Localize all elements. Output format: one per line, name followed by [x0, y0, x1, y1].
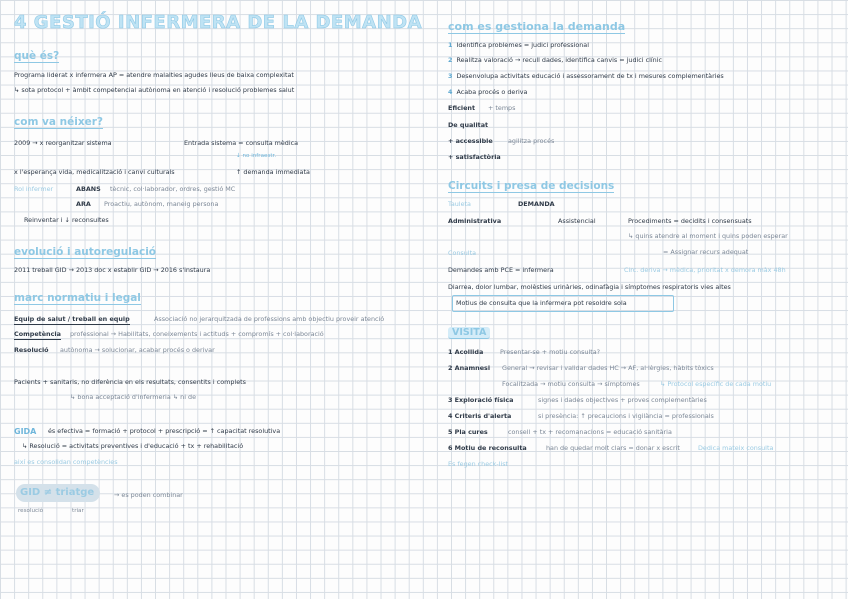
visita-5: 5 Pla cures	[448, 428, 488, 436]
gida-line-3: així es consolidan competències	[14, 458, 118, 466]
visita-4: 4 Criteris d'alerta	[448, 412, 512, 420]
circ-deriva: Circ. deriva → mèdica, prioritat x demora màx 48h	[624, 266, 786, 274]
circ-motius-box	[452, 295, 674, 312]
gestio-item-3-text: Desenvolupa activitats educació i assessorament de tx i mesures complementàries	[456, 72, 724, 80]
com-line-4a: Rol infermer	[14, 185, 54, 193]
visita-5-detail: consell + tx + recomanacions = educació sanitària	[508, 428, 672, 436]
gestio-item-1: 1 Identifica problemes = judici professional	[448, 41, 589, 49]
com-line-3a: x l'esperança vida, medicalització i canvi culturals	[14, 168, 175, 176]
visita-6-detail: han de quedar molt clars = donar x escrit	[546, 444, 680, 452]
circ-administrativa: Administrativa	[448, 217, 502, 225]
circ-procediments: Procediments = decidits i consensuats	[628, 217, 752, 225]
gestio-item-4: 4 Acaba procés o deriva	[448, 88, 528, 96]
que-line-2: ↳ sota protocol + àmbit competencial autònoma en atenció i resolució problemes salut	[14, 86, 295, 94]
gestio-satisfactoria: + satisfactòria	[448, 153, 501, 161]
marc-line-4: Pacients + sanitaris, no diferència en els resultats, consentits i complets	[14, 378, 246, 386]
com-line-1a: 2009 → x reorganitzar sistema	[14, 139, 112, 147]
circ-quins: ↳ quins atendre al moment i quins poden esperar	[628, 232, 788, 240]
com-line-5b: Proactiu, autònom, maneig persona	[104, 200, 219, 208]
circ-simptomes: Diarrea, dolor lumbar, molèsties urinàries, odinafàgia i símptomes respiratoris vies altes	[448, 283, 731, 291]
gestio-item-2-text: Realitza valoració → recull dades, identifica canvis = judici clínic	[456, 56, 663, 64]
visita-2-general: General → revisar i validar dades HC → AF, al·lèrgies, hàbits tòxics	[502, 364, 714, 372]
com-line-6: Reinventar i ↓ reconsultes	[24, 216, 109, 224]
com-line-2: ↓ no infraestr.	[236, 153, 277, 159]
gestio-item-2: 2 Realitza valoració → recull dades, identifica canvis = judici clínic	[448, 56, 663, 64]
circ-motius: Motius de consulta que la infermera pot resoldre sola	[456, 299, 627, 307]
gid-sub-triar: triar	[72, 508, 84, 514]
gestio-accessible: + accessible	[448, 137, 493, 145]
evol-line-1: 2011 treball GID → 2013 doc x establir GID → 2016 s'instaura	[14, 266, 211, 274]
visita-6: 6 Motiu de reconsulta	[448, 444, 527, 452]
heading-marc-normatiu: marc normatiu i legal	[14, 292, 141, 304]
circ-assistencial: Assistencial	[558, 217, 596, 225]
heading-gestio-demanda: com es gestiona la demanda	[448, 20, 626, 33]
gid-triatge-title: GID ≠ triatge	[20, 487, 95, 498]
visita-1: 1 Acollida	[448, 348, 484, 356]
com-line-1b: Entrada sistema = consulta mèdica	[184, 139, 299, 147]
gid-sub-resolucio: resolució	[18, 508, 44, 514]
com-line-5a: ARA	[76, 200, 91, 208]
gestio-accessible-note: agilitza procés	[508, 137, 555, 145]
com-line-3b: ↑ demanda immediata	[236, 168, 310, 176]
heading-que-es: què és?	[14, 50, 60, 62]
marc-line-3b: autònoma → solucionar, acabar procés o derivar	[60, 346, 215, 354]
gida-line-1a: GIDA	[14, 427, 37, 436]
heading-com-va-neixer: com va néixer?	[14, 116, 103, 128]
que-line-1: Programa liderat x infermera AP = atendre malalties agudes lleus de baixa complexitat	[14, 71, 294, 79]
gid-triatge-note: → es poden combinar	[114, 491, 183, 499]
visita-checklist: Es fegen check-list	[448, 460, 509, 468]
heading-circuits: Circuits i presa de decisions	[448, 180, 615, 192]
gestio-item-3: 3 Desenvolupa activitats educació i assessorament de tx i mesures complementàries	[448, 72, 724, 80]
heading-visita: VISITA	[448, 327, 490, 339]
circ-demanda: DEMANDA	[518, 200, 555, 208]
com-line-4b: ABANS	[76, 185, 101, 193]
circ-demandes-pce: Demandes amb PCE = infermera	[448, 266, 554, 274]
circ-tauleta: Tauleta	[448, 200, 471, 208]
gida-line-1b: és efectiva = formació + protocol + prescripció = ↑ capacitat resolutiva	[48, 427, 281, 435]
gestio-eficient-note: + temps	[488, 104, 516, 112]
visita-2-focalitzada: Focalitzada → motiu consulta → símptomes	[502, 380, 640, 388]
gestio-qualitat: De qualitat	[448, 121, 489, 129]
visita-6-note: Dedica mateix consulta	[698, 444, 774, 452]
marc-line-2a: Competència	[14, 330, 61, 338]
gestio-eficient: Eficient	[448, 104, 476, 112]
visita-3: 3 Exploració física	[448, 396, 514, 404]
heading-evolucio: evolució i autoregulació	[14, 246, 157, 258]
gida-line-2: ↳ Resolució = activitats preventives i d'educació + tx + rehabilitació	[22, 442, 244, 450]
marc-line-5: ↳ bona acceptació d'infermeria ↳ ni de	[70, 393, 197, 401]
visita-2: 2 Anamnesi	[448, 364, 491, 372]
marc-line-1a: Equip de salut / treball en equip	[14, 315, 130, 323]
visita-3-detail: signes i dades objectives + proves complementàries	[538, 396, 707, 404]
visita-2-protocol: ↳ Protocol específic de cada motiu	[660, 380, 772, 388]
gestio-item-4-text: Acaba procés o deriva	[456, 88, 528, 96]
marc-line-1b: Associació no jerarquitzada de professions amb objectiu proveir atenció	[154, 315, 385, 323]
gestio-item-1-text: Identifica problemes = judici professional	[456, 41, 589, 49]
circ-assignar: = Assignar recurs adequat	[663, 248, 749, 256]
visita-4-detail: si presència: ↑ precaucions i vigilància = professionals	[538, 412, 714, 420]
com-line-4c: tècnic, col·laborador, ordres, gestió MC	[110, 185, 236, 193]
page-title: 4 GESTIÓ INFERMERA DE LA DEMANDA	[14, 12, 423, 33]
circ-consulta: Consulta	[448, 249, 476, 257]
marc-line-3a: Resolució	[14, 346, 49, 354]
marc-line-2b: professional → Habilitats, coneixements i actituds + compromís + col·laboració	[70, 330, 324, 338]
visita-1-detail: Presentar-se + motiu consulta?	[500, 348, 601, 356]
